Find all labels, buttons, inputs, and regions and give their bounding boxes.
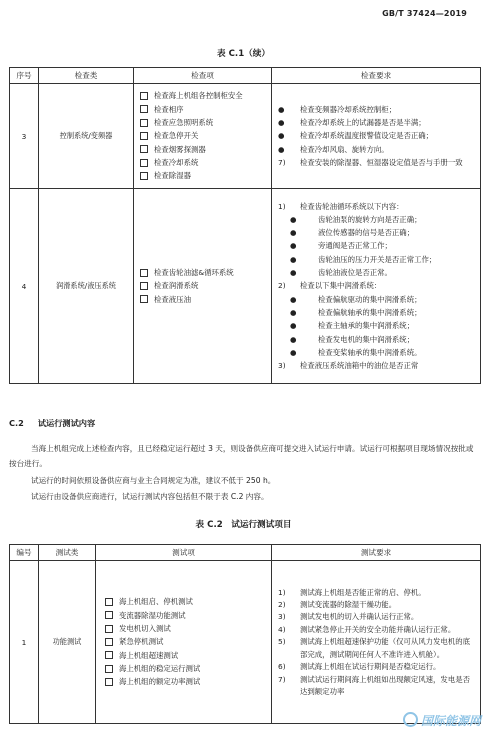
check-item-label: 检查烟雾探测器 bbox=[154, 144, 206, 154]
requirement-text: 测试变流器的除湿干燥功能。 bbox=[300, 600, 397, 610]
requirement-text: 测试试运行期间海上机组如出现额定风速，发电是否达到额定功率 bbox=[300, 674, 470, 696]
requirement-text: 检查安装的除湿器、恒湿器设定值是否与手册一致 bbox=[300, 157, 463, 167]
test-item bbox=[105, 622, 271, 635]
check-item-label: 检查冷却系统 bbox=[154, 157, 199, 167]
standard-number: GB/T 37424—2019 bbox=[382, 9, 467, 18]
check-item-label: 检查液压油 bbox=[154, 294, 191, 304]
requirement bbox=[278, 306, 476, 319]
requirement-text: 检查以下集中润滑系统： bbox=[300, 281, 382, 291]
checkbox-icon bbox=[105, 598, 113, 606]
check-item-label: 检查齿轮油滤&循环系统 bbox=[154, 268, 234, 278]
requirement-text: 检查主轴承的集中润滑系统； bbox=[318, 321, 415, 331]
requirement-text: 检查冷却系统温度报警值设定是否正确； bbox=[300, 131, 434, 141]
checkbox-icon bbox=[140, 282, 148, 290]
requirement-marker: ● bbox=[290, 254, 297, 264]
requirement-marker: 6) bbox=[278, 662, 286, 672]
requirement-marker: ● bbox=[290, 228, 297, 238]
requirement-text: 测试发电机的切入并确认运行正常。 bbox=[300, 612, 419, 622]
table-c1-header: 检查要求 bbox=[272, 68, 481, 84]
checkbox-icon bbox=[140, 145, 148, 153]
requirement-marker: ● bbox=[290, 268, 297, 278]
requirement-text: 检查冷却风扇、旋转方向。 bbox=[300, 144, 389, 154]
requirement-marker: 1) bbox=[278, 587, 286, 597]
requirement bbox=[278, 279, 476, 292]
table-c2-caption: 表 C.2 试运行测试项目 bbox=[195, 520, 292, 530]
requirement bbox=[278, 226, 476, 239]
requirement-text: 测试海上机组超速保护功能（仅可从风力发电机的底部完成，测试期间任何人不准许进入机舱）。 bbox=[300, 637, 470, 659]
check-item bbox=[140, 103, 271, 116]
check-item bbox=[140, 279, 271, 292]
table-row bbox=[10, 189, 481, 384]
checkbox-icon bbox=[105, 611, 113, 619]
requirement bbox=[278, 156, 476, 169]
check-item-label: 检查急停开关 bbox=[154, 131, 199, 141]
table-c2-header: 测试要求 bbox=[272, 545, 481, 561]
requirement-text: 检查齿轮油循环系统以下内容： bbox=[300, 201, 404, 211]
check-category: 控制系统/变频器 bbox=[39, 84, 134, 189]
paragraph: 试运行的时间依照设备供应商与业主合同规定为准，建议不低于 250 h。 bbox=[31, 476, 276, 485]
test-item-label: 海上机组的稳定运行测试 bbox=[119, 663, 201, 673]
requirement-marker: 1) bbox=[278, 201, 286, 211]
test-item bbox=[105, 635, 271, 648]
test-item bbox=[105, 595, 271, 608]
requirement-marker: ● bbox=[290, 214, 297, 224]
test-item-label: 变流器除湿功能测试 bbox=[119, 610, 186, 620]
requirement bbox=[278, 333, 476, 346]
requirement-text: 检查偏航驱动的集中润滑系统； bbox=[318, 294, 422, 304]
requirement-marker: 3) bbox=[278, 361, 286, 371]
row-number: 3 bbox=[10, 84, 39, 189]
test-item bbox=[105, 675, 271, 688]
test-item-label: 海上机组的额定功率测试 bbox=[119, 677, 201, 687]
requirement-text: 测试海上机组在试运行期间是否稳定运行。 bbox=[300, 662, 441, 672]
requirement-text: 齿轮油泵的旋转方向是否正确； bbox=[318, 214, 422, 224]
requirement-marker: 2) bbox=[278, 600, 286, 610]
table-c1-header: 检查类 bbox=[39, 68, 134, 84]
checkbox-icon bbox=[105, 665, 113, 673]
requirement bbox=[278, 266, 476, 279]
table-c2-header: 测试项 bbox=[96, 545, 272, 561]
checkbox-icon bbox=[105, 678, 113, 686]
row-number: 1 bbox=[10, 561, 39, 724]
section-heading bbox=[9, 418, 95, 429]
requirement-marker: ● bbox=[290, 334, 297, 344]
requirement bbox=[278, 599, 476, 611]
table-c2-header: 编号 bbox=[10, 545, 39, 561]
requirement bbox=[278, 293, 476, 306]
requirement-marker: ● bbox=[278, 144, 285, 154]
requirement-marker: 2) bbox=[278, 281, 286, 291]
requirement bbox=[278, 253, 476, 266]
requirement-text: 检查偏航轴承的集中润滑系统； bbox=[318, 307, 422, 317]
test-item bbox=[105, 662, 271, 675]
table-c1-header: 序号 bbox=[10, 68, 39, 84]
check-item bbox=[140, 169, 271, 182]
requirement-text: 检查冷却系统上的试漏器是否是半满； bbox=[300, 118, 426, 128]
checkbox-icon bbox=[140, 105, 148, 113]
check-item bbox=[140, 143, 271, 156]
requirement bbox=[278, 129, 476, 142]
requirement bbox=[278, 587, 476, 599]
test-item bbox=[105, 649, 271, 662]
check-item-label: 检查海上机组各控制柜安全 bbox=[154, 91, 243, 101]
paragraph: 试运行由设备供应商进行，试运行测试内容包括但不限于表 C.2 内容。 bbox=[31, 492, 269, 501]
globe-icon bbox=[403, 712, 418, 727]
requirement-marker: ● bbox=[278, 104, 285, 114]
requirement bbox=[278, 661, 476, 673]
requirement-text: 测试紧急停止开关的安全功能并确认运行正常。 bbox=[300, 624, 456, 634]
requirement bbox=[278, 319, 476, 332]
row-number: 4 bbox=[10, 189, 39, 384]
checkbox-icon bbox=[140, 269, 148, 277]
section-number: C.2 bbox=[9, 418, 24, 428]
test-requirements bbox=[272, 561, 481, 724]
requirement-text: 液位传感器的信号是否正确； bbox=[318, 228, 415, 238]
requirement-marker: 5) bbox=[278, 637, 286, 647]
check-item bbox=[140, 129, 271, 142]
check-item bbox=[140, 293, 271, 306]
checkbox-icon bbox=[105, 651, 113, 659]
checkbox-icon bbox=[105, 625, 113, 633]
requirement bbox=[278, 346, 476, 359]
check-item-label: 检查润滑系统 bbox=[154, 281, 199, 291]
requirement-marker: 7) bbox=[278, 674, 286, 684]
requirement bbox=[278, 359, 476, 372]
table-row bbox=[10, 561, 481, 724]
requirement-marker: 4) bbox=[278, 624, 286, 634]
requirement-text: 齿轮油压的压力开关是否正常工作； bbox=[318, 254, 437, 264]
checkbox-icon bbox=[140, 132, 148, 140]
watermark-text: 国际能源网 bbox=[420, 714, 481, 728]
table-row bbox=[10, 84, 481, 189]
requirement bbox=[278, 116, 476, 129]
check-item bbox=[140, 156, 271, 169]
requirement bbox=[278, 200, 476, 213]
requirement-marker: 7) bbox=[278, 157, 286, 167]
checkbox-icon bbox=[140, 295, 148, 303]
requirement bbox=[278, 674, 476, 699]
checkbox-icon bbox=[105, 638, 113, 646]
requirement bbox=[278, 611, 476, 623]
check-item-label: 检查应急照明系统 bbox=[154, 118, 214, 128]
checkbox-icon bbox=[140, 159, 148, 167]
check-item bbox=[140, 266, 271, 279]
check-item bbox=[140, 116, 271, 129]
watermark bbox=[403, 712, 481, 729]
requirement bbox=[278, 213, 476, 226]
test-item-label: 紧急停机测试 bbox=[119, 637, 164, 647]
requirement-text: 检查液压系统油箱中的油位是否正常 bbox=[300, 361, 419, 371]
requirement bbox=[278, 103, 476, 116]
section-title: 试运行测试内容 bbox=[37, 418, 96, 428]
requirement-marker: ● bbox=[290, 241, 297, 251]
test-category: 功能测试 bbox=[39, 561, 96, 724]
check-requirements bbox=[272, 84, 481, 189]
check-items bbox=[134, 84, 272, 189]
check-items bbox=[134, 189, 272, 384]
table-c1-caption: 表 C.1（续） bbox=[217, 49, 270, 59]
checkbox-icon bbox=[140, 92, 148, 100]
requirement-text: 检查变桨轴承的集中润滑系统。 bbox=[318, 347, 422, 357]
requirement-marker: 3) bbox=[278, 612, 286, 622]
requirement bbox=[278, 636, 476, 661]
requirement-marker: ● bbox=[290, 307, 297, 317]
test-item-label: 海上机组启、停机测试 bbox=[119, 597, 193, 607]
requirement-text: 测试海上机组是否能正常的启、停机。 bbox=[300, 587, 426, 597]
table-c2 bbox=[9, 544, 481, 724]
requirement-marker: ● bbox=[278, 118, 285, 128]
check-requirements bbox=[272, 189, 481, 384]
paragraph: 当海上机组完成上述检查内容，且已经稳定运行超过 3 天，则设备供应商可提交进入试运行申请。试运行可根据项目现场情况按批或按台进行。 bbox=[9, 444, 474, 468]
requirement bbox=[278, 239, 476, 252]
requirement-marker: ● bbox=[290, 347, 297, 357]
requirement bbox=[278, 143, 476, 156]
check-category: 润滑系统/液压系统 bbox=[39, 189, 134, 384]
table-c1 bbox=[9, 67, 481, 384]
check-item-label: 检查除湿器 bbox=[154, 171, 191, 181]
test-item-label: 发电机切入测试 bbox=[119, 624, 171, 634]
table-c1-header: 检查项 bbox=[134, 68, 272, 84]
test-item bbox=[105, 609, 271, 622]
requirement-text: 检查变频器冷却系统控制柜； bbox=[300, 104, 397, 114]
test-item-label: 海上机组超速测试 bbox=[119, 650, 179, 660]
requirement-text: 旁通阀是否正常工作； bbox=[318, 241, 392, 251]
requirement-marker: ● bbox=[290, 321, 297, 331]
check-item bbox=[140, 89, 271, 102]
requirement-marker: ● bbox=[290, 294, 297, 304]
requirement-text: 齿轮油液位是否正常。 bbox=[318, 268, 392, 278]
test-items bbox=[96, 561, 272, 724]
requirement-marker: ● bbox=[278, 131, 285, 141]
checkbox-icon bbox=[140, 119, 148, 127]
check-item-label: 检查相序 bbox=[154, 104, 184, 114]
checkbox-icon bbox=[140, 172, 148, 180]
requirement bbox=[278, 624, 476, 636]
table-c2-header: 测试类 bbox=[39, 545, 96, 561]
requirement-text: 检查发电机的集中润滑系统； bbox=[318, 334, 415, 344]
